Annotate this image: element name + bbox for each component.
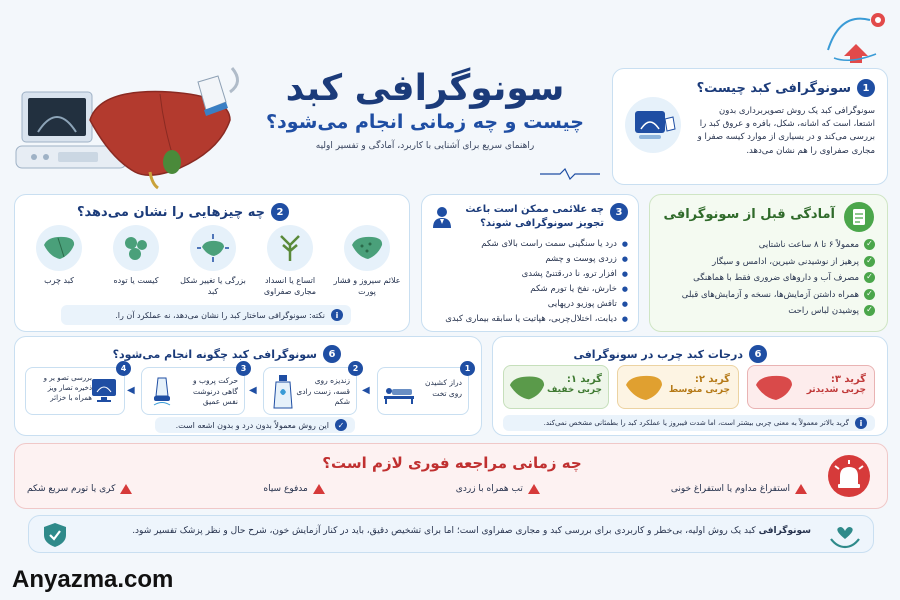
probe-icon <box>148 376 176 412</box>
liver-grade-1-icon <box>508 374 546 406</box>
heart-hands-icon <box>829 521 861 553</box>
warning-icon <box>120 484 132 494</box>
urgent-item: کری یا تورم سریع شکم <box>27 484 132 494</box>
section-procedure <box>14 336 482 436</box>
liver-grade-3-icon <box>754 374 794 406</box>
section-summary <box>28 515 874 553</box>
procedure-step-1: 1 دراز کشیدن روی تخت <box>377 367 469 415</box>
lying-patient-icon <box>382 378 416 410</box>
section-title: درجات کبد چرب در سونوگرافی <box>573 347 743 361</box>
finding-item-enlarged: بزرگی یا تغییر شکل کبد <box>177 225 249 303</box>
list-item: ✓ مصرف آب و داروهای ضروری فقط با هماهنگی <box>660 270 875 287</box>
urgent-item: تب همراه با زردی <box>456 484 540 494</box>
warning-icon <box>313 484 325 494</box>
warning-icon <box>528 484 540 494</box>
section-title: چه علائمی ممکن است باعث تجویز سونوگرافی شوند؟ <box>465 204 604 229</box>
section-urgent <box>14 443 888 509</box>
list-item: ✓ همراه داشتن آزمایش‌ها، نسخه و آزمایش‌های قبلی <box>660 287 875 304</box>
urgent-item: استفراغ مداوم یا استفراغ خونی <box>671 484 807 494</box>
cirrhosis-liver-icon <box>344 225 390 271</box>
section-number: 2 <box>271 203 289 221</box>
fatty-liver-icon <box>36 225 82 271</box>
site-watermark: Anyazma.com <box>12 566 174 593</box>
list-item: ● زردی پوست و چشم <box>428 252 628 267</box>
ultrasound-monitor-icon <box>623 95 683 155</box>
section-number: 3 <box>610 203 628 221</box>
finding-item-bile-duct: اتساع یا انسداد مجاری صفراوی <box>254 225 326 303</box>
grade-card-3: گرید ۳: چربی شدیدتر <box>747 365 875 409</box>
section-note: ✓ این روش معمولاً بدون درد و بدون اشعه است. <box>155 417 355 433</box>
grade-card-2: گرید ۲: چربی متوسط <box>617 365 739 409</box>
list-item: ✓ پوشیدن لباس راحت <box>660 303 875 320</box>
section-note: i نکته: سونوگرافی ساختار کبد را نشان می‌دهد، نه عملکرد آن را. <box>61 305 351 325</box>
section-body: سونوگرافی کبد یک روش تصویربرداری بدون اشتعا، است که اشانه، شکل، بافره و عروق کبد را بررسی می‌کند و در بسیاری از موارد کیسه صفرا و مجاری صفراوی را هم نشان می‌دهد. <box>697 106 875 156</box>
arrow-icon: ◀ <box>362 385 370 396</box>
procedure-step-2: 2 زندیزه روی قسه، زست رادی شکم <box>263 367 357 415</box>
section-what-is <box>612 68 888 185</box>
section-what-it-shows <box>14 194 410 332</box>
procedure-step-3: 3 حرکت پروب و گاهی در‌نوشت نفس عمیق <box>141 367 245 415</box>
check-shield-icon: ✓ <box>335 419 347 431</box>
page-title: سونوگرافی کبد <box>285 68 565 109</box>
list-item: ● افزار ترو، نا در،قتنیْ پشدی <box>428 267 628 282</box>
monitor-icon <box>90 376 118 408</box>
cyst-mass-icon <box>113 225 159 271</box>
gel-bottle-icon <box>268 374 298 414</box>
enlarged-liver-icon <box>190 225 236 271</box>
section-title: سونوگرافی کبد چگونه انجام می‌شود؟ <box>112 347 317 361</box>
grade-card-1: گرید ۱: چربی خفیف <box>503 365 609 409</box>
section-note: i گرید بالاتر معمولاً به معنی چربی بیشتر است، اما شدت فیبروز یا عملکرد کبد را بطمئانی مشخص نمی‌کند. <box>503 415 875 431</box>
bile-duct-icon <box>267 225 313 271</box>
list-item: ✓ معمولاً ۶ تا ۸ ساعت ناشتایی <box>660 237 875 254</box>
preparation-list <box>660 237 875 320</box>
probe-illustration <box>178 62 248 132</box>
page-tagline: راهنمای سریع برای آشنایی با کاربرد، آمادگی و تفسیر اولیه <box>315 141 535 151</box>
arrow-icon: ◀ <box>127 385 135 396</box>
section-title: چه زمانی مراجعه فوری لازم است؟ <box>322 454 582 472</box>
doctor-icon <box>430 205 454 229</box>
summary-text: سونوگرافی کبد یک روش اولیه، بی‌خطر و کاربردی برای بررسی کبد و مجاری صفراوی است؛ اما برای تشخیص دقیق، باید در کنار آزمایش خون، شرح حال و نظر پزشک تفسیر شود. <box>132 526 811 536</box>
procedure-step-4: 4 بررسی تصو یر و ذخیره تصار ویز همراه با خزائر <box>25 367 125 415</box>
section-number: 6 <box>323 345 341 363</box>
shield-check-icon <box>41 521 69 553</box>
arrow-icon: ◀ <box>249 385 257 396</box>
finding-item-cyst: کیست یا توده <box>100 225 172 303</box>
heartbeat-line <box>540 165 600 177</box>
section-fatty-grades <box>492 336 888 436</box>
section-title: آمادگی قبل از سونوگرافی <box>663 207 835 222</box>
info-icon: i <box>855 417 867 429</box>
list-item: ● دیابت، اختلال‌چربی، هپاتیت یا سابقه بیماری کبدی <box>428 312 628 327</box>
warning-icon <box>795 484 807 494</box>
section-symptoms <box>421 194 639 332</box>
symptom-list <box>428 237 628 327</box>
info-icon: i <box>331 309 343 321</box>
checklist-icon <box>843 201 875 233</box>
finding-item-cirrhosis: علائم سیروز و فشار پورت <box>331 225 403 303</box>
liver-grade-2-icon <box>624 374 664 406</box>
list-item: ● تافش پوزیو درپهایی <box>428 297 628 312</box>
section-title: سونوگرافی کبد چیست؟ <box>696 80 851 96</box>
urgent-item: مدفوع سیاه <box>263 484 324 494</box>
list-item: ● درد یا سنگینی سمت راست بالای شکم <box>428 237 628 252</box>
section-title: چه چیزهایی را نشان می‌دهد؟ <box>76 204 265 220</box>
page-subtitle: چیست و چه زمانی انجام می‌شود؟ <box>266 111 584 133</box>
brand-logo <box>820 6 892 66</box>
list-item: ● خارش، نفخ یا تورم شکم <box>428 282 628 297</box>
alarm-icon <box>827 454 871 498</box>
finding-item-fatty: کبد چرب <box>23 225 95 303</box>
section-number: 1 <box>857 79 875 97</box>
list-item: ✓ پرهیز از نوشیدنی شیرین، ادامس و سیگار <box>660 254 875 271</box>
section-preparation <box>649 194 888 332</box>
section-number: 6 <box>749 345 767 363</box>
